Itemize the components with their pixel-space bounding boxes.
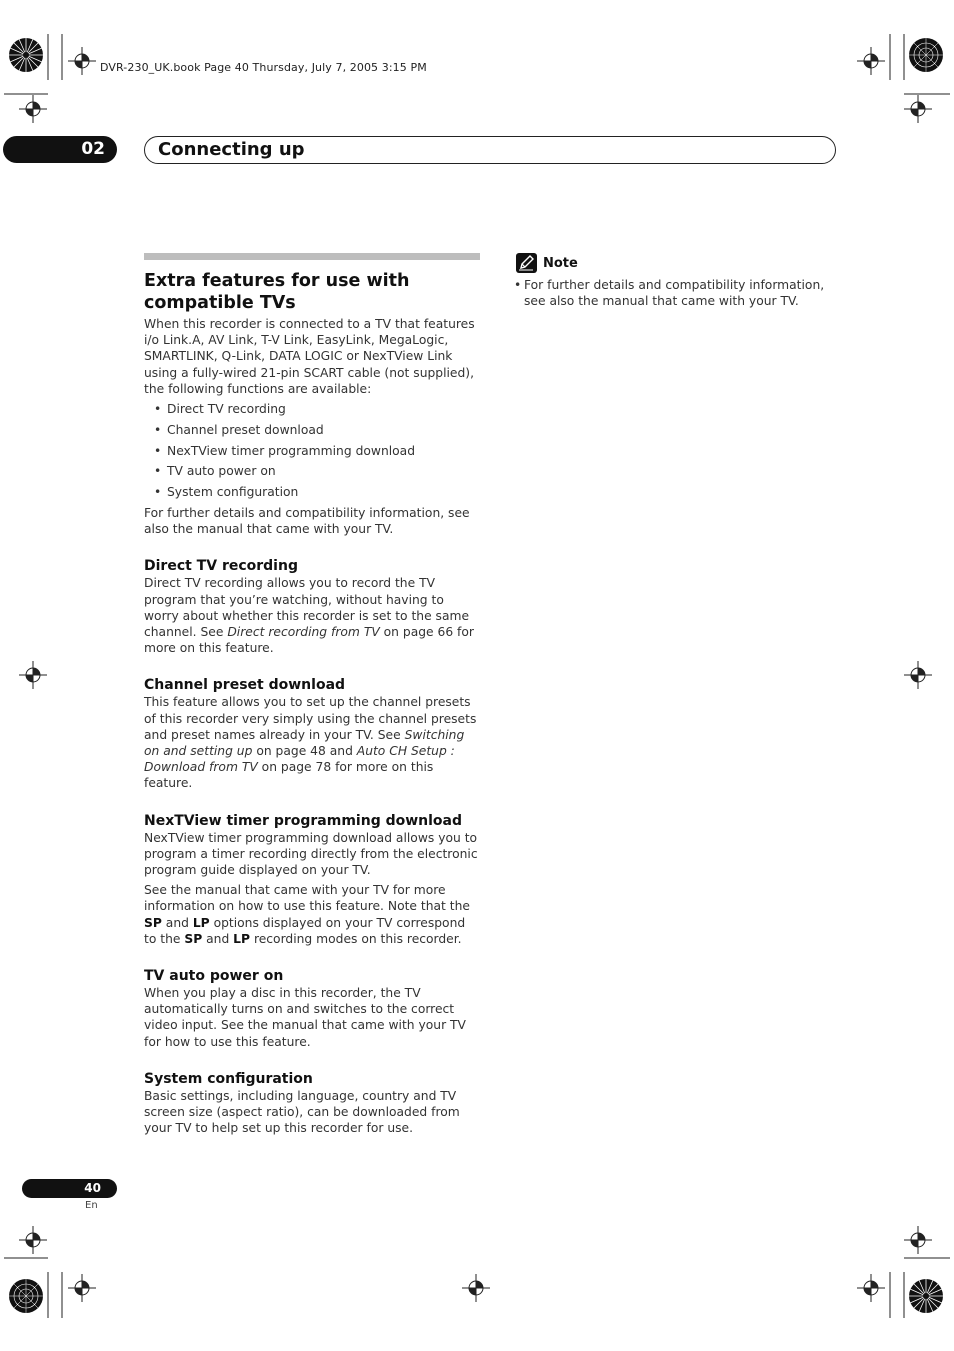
registration-target-icon — [904, 1226, 932, 1254]
registration-target-icon — [19, 661, 47, 689]
cross-reference: Direct recording from TV — [227, 625, 380, 640]
registration-target-icon — [904, 95, 932, 123]
feature-list — [144, 401, 480, 500]
registration-target-icon — [462, 1274, 490, 1302]
registration-target-icon — [857, 47, 885, 75]
note-column — [514, 253, 834, 314]
registration-target-icon — [857, 1274, 885, 1302]
starburst-mark-icon — [908, 37, 944, 73]
language-code: En — [85, 1200, 98, 1211]
list-item: • TV auto power on — [154, 463, 480, 479]
registration-target-icon — [904, 661, 932, 689]
list-item: • Direct TV recording — [154, 401, 480, 417]
tv-auto-power-on-text: When you play a disc in this recorder, the TV automatically turns on and switches to the correct video input. See the manual that came with your TV for how to use this feature. — [144, 986, 466, 1049]
starburst-mark-icon — [8, 37, 44, 73]
starburst-mark-icon — [8, 1278, 44, 1314]
heading-nextview-timer-download: NexTView timer programming download — [144, 812, 463, 829]
pencil-note-icon — [516, 253, 537, 273]
note-label: Note — [543, 255, 578, 271]
cross-reference: Switching on and setting up — [144, 727, 465, 759]
chapter-number-badge — [3, 136, 117, 163]
page-number-badge — [22, 1179, 117, 1198]
print-header-info: DVR-230_UK.book Page 40 Thursday, July 7, 2005 3:15 PM — [100, 61, 427, 74]
registration-target-icon — [68, 47, 96, 75]
chapter-title-bar — [144, 136, 836, 164]
chapter-number: 02 — [81, 139, 105, 159]
list-item: • System configuration — [154, 484, 480, 500]
registration-target-icon — [19, 1226, 47, 1254]
system-configuration-text: Basic settings, including language, country and TV screen size (aspect ratio), can be downloaded from your TV to help set up this recorder for use. — [144, 1088, 460, 1136]
heading-tv-auto-power-on: TV auto power on — [144, 968, 284, 985]
intro-paragraph: When this recorder is connected to a TV that features i/o Link.A, AV Link, T-V Link, EasyLink, MegaLogic, SMARTLINK, Q-Link, DATA LOGIC or NexTView Link using a fully-wired 21-pin SCART cable (not supplied), the following functions are available: — [144, 317, 475, 396]
chapter-title: Connecting up — [158, 139, 305, 160]
note-item: • For further details and compatibility information, see also the manual that came with your TV. — [514, 277, 834, 309]
channel-preset-download-text: This feature allows you to set up the channel presets of this recorder very simply using the channel presets and preset names already in your TV. See Switching on and setting up on page 48 and Auto CH Setup : Download from TV on page 78 for more on this feature. — [144, 695, 477, 791]
section-rule — [144, 253, 480, 260]
closing-paragraph: For further details and compatibility information, see also the manual that came with your TV. — [144, 506, 470, 537]
direct-tv-recording-text: Direct TV recording allows you to record the TV program that you’re watching, without having to worry about whether this recorder is set to the same channel. See Direct recording from TV on page 66 for more on this feature. — [144, 576, 474, 656]
cross-reference: Auto CH Setup : Download from TV — [144, 744, 455, 775]
note-list — [514, 277, 834, 309]
page-title: Extra features for use with compatible TVs — [144, 271, 410, 313]
note-header — [514, 253, 834, 273]
registration-target-icon — [19, 95, 47, 123]
page-number: 40 — [84, 1181, 101, 1195]
nextview-text: NexTView timer programming download allows you to program a timer recording directly from the electronic program guide displayed on your TV. — [144, 830, 478, 878]
list-item: • NexTView timer programming download — [154, 443, 480, 459]
heading-direct-tv-recording: Direct TV recording — [144, 558, 298, 575]
starburst-mark-icon — [908, 1278, 944, 1314]
heading-system-configuration: System configuration — [144, 1070, 313, 1087]
main-column — [144, 253, 480, 1140]
registration-target-icon — [68, 1274, 96, 1302]
heading-channel-preset-download: Channel preset download — [144, 677, 346, 694]
list-item: • Channel preset download — [154, 422, 480, 438]
nextview-modes-text: See the manual that came with your TV for more information on how to use this feature. Note that the SP and LP options displayed on your TV correspond to the SP and LP recording modes on this recorder. — [144, 883, 470, 946]
